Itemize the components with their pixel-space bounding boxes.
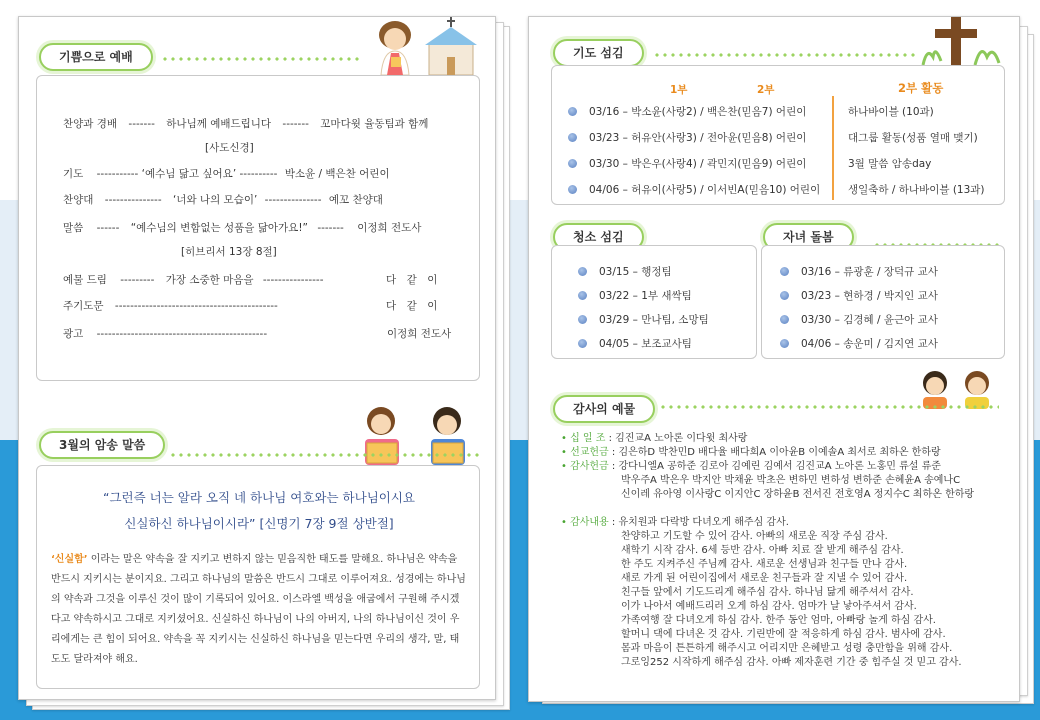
worship-item-content: 가장 소중한 마음을 — [165, 274, 254, 286]
header-dotline — [653, 51, 915, 59]
worship-dash: ---------------- — [262, 274, 324, 286]
worship-header: 기쁨으로 예배 — [39, 43, 153, 71]
bullet-icon — [578, 291, 587, 300]
memory-verse-box — [36, 465, 480, 689]
prayer-date: 03/30 — [589, 158, 620, 170]
prayer-activity: 3월 말씀 암송day — [848, 158, 932, 170]
infant-teachers: – 송운미 / 김지연 교사 — [834, 338, 938, 350]
bullet-icon — [780, 339, 789, 348]
verse-highlight: ‘신실함’ — [51, 554, 88, 565]
header-dotline — [169, 451, 479, 459]
infant-row — [780, 264, 938, 279]
mission-row — [561, 447, 941, 459]
thanks-content-line: 할머니 댁에 다녀온 것 감사. 기린반에 잘 적응하게 하심 감사. 범사에 감사. — [621, 629, 946, 640]
cleaning-header: 청소 섬김 — [553, 223, 644, 251]
worship-item-leader: 박소윤 / 백은찬 어린이 — [284, 168, 390, 180]
infant-date: 04/06 — [801, 338, 832, 350]
infant-row — [780, 336, 938, 351]
prayer-row — [568, 156, 806, 171]
worship-dash: ----------- — [96, 168, 139, 180]
thanks-content-line: 가족여행 잘 다녀오게 하심 감사. 한주 동안 엄마, 아빠랑 놀게 하심 감사. — [621, 615, 936, 626]
thanks-content-line: 그로잉252 시작하게 해주심 감사. 아빠 제자훈련 기간 중 힘주실 것 믿고 감사. — [621, 657, 962, 668]
tithe-row — [561, 433, 747, 445]
prayer-divider — [832, 96, 834, 200]
memory-verse-header: 3월의 암송 말씀 — [39, 431, 165, 459]
prayer-row — [568, 104, 806, 119]
worship-extra: [히브리서 13장 8절] — [181, 246, 277, 258]
cleaning-team: – 행정팀 — [632, 266, 672, 278]
tithe-label: • 십 일 조 — [561, 433, 606, 444]
infant-teachers: – 현하경 / 박지인 교사 — [834, 290, 938, 302]
worship-row — [63, 272, 324, 287]
worship-row — [63, 298, 278, 313]
bullet-icon — [568, 185, 577, 194]
prayer-text: – 박소윤(사랑2) / 백은찬(믿음7) 어린이 — [622, 106, 807, 118]
thanks-row — [561, 461, 941, 473]
infant-date: 03/16 — [801, 266, 832, 278]
prayer-text: – 박은우(사랑4) / 곽민지(믿음9) 어린이 — [622, 158, 807, 170]
prayer-row — [568, 182, 820, 197]
bullet-icon — [578, 339, 587, 348]
worship-item-name: 광고 — [63, 328, 84, 340]
thanks-names-1: : 강다니엘A 공하준 김로아 김예린 김예서 김진교A 노아론 노홍민 류설 류준 — [611, 461, 941, 472]
worship-item-content: ‘예수님 닮고 싶어요’ — [141, 168, 237, 180]
worship-dash: ------- — [282, 118, 309, 130]
thanks-content-line: 새학기 시작 감사. 6세 등반 감사. 아빠 치료 잘 받게 해주심 감사. — [621, 545, 904, 556]
worship-row — [63, 116, 428, 131]
cleaning-box — [551, 245, 757, 359]
worship-dash: --------------- — [104, 194, 162, 206]
worship-dash: ------- — [128, 118, 155, 130]
prayer-activity: 생일축하 / 하나바이블 (13과) — [848, 184, 985, 196]
prayer-text: – 허유안(사랑3) / 전아윤(믿음8) 어린이 — [622, 132, 807, 144]
cleaning-date: 04/05 — [599, 338, 630, 350]
worship-item-name: 찬양과 경배 — [63, 118, 118, 130]
worship-item-content: 하나님께 예배드립니다 — [166, 118, 272, 130]
infant-date: 03/30 — [801, 314, 832, 326]
cleaning-team: – 만나팀, 소망팀 — [632, 314, 709, 326]
worship-dash: --------- — [120, 274, 155, 286]
prayer-activity: 대그룹 활동(성품 열매 맺기) — [848, 132, 978, 144]
worship-item-leader: 다 같 이 — [386, 300, 438, 312]
worship-order-box — [36, 75, 480, 381]
prayer-date: 03/16 — [589, 106, 620, 118]
bullet-icon — [568, 133, 577, 142]
cleaning-row — [578, 312, 709, 327]
thanks-names-3: 신이레 유아영 이사랑C 이지안C 장하윤B 전서진 전호영A 정지수C 최하온 한하랑 — [621, 489, 975, 500]
thanks-content-line: 새로 가게 된 어린이집에서 새로운 친구들과 잘 지낼 수 있어 감사. — [621, 573, 908, 584]
worship-dash: ------- — [317, 222, 344, 234]
infant-row — [780, 312, 938, 327]
jesus-church-icon — [363, 17, 493, 75]
thanks-content-line: 이가 나아서 예배드리러 오게 하심 감사. 엄마가 날 낳아주셔서 감사. — [621, 601, 917, 612]
verse-line-2: 신실하신 하나님이시라” [신명기 7장 9절 상반절] — [124, 516, 394, 531]
thanks-content-row — [561, 517, 789, 529]
worship-dash: ------------------------------------------- — [114, 300, 278, 312]
offering-header: 감사의 예물 — [553, 395, 655, 423]
cleaning-date: 03/29 — [599, 314, 630, 326]
worship-dash: ---------- — [239, 168, 278, 180]
cross-icon — [915, 17, 1009, 65]
infant-teachers: – 류광훈 / 장덕규 교사 — [834, 266, 938, 278]
cleaning-row — [578, 336, 692, 351]
cleaning-date: 03/15 — [599, 266, 630, 278]
bullet-icon — [780, 315, 789, 324]
worship-item-name: 말씀 — [63, 222, 84, 234]
mission-names: : 김은하D 박찬민D 배다율 배다희A 이아윤B 이예솔A 최서로 최하온 한하랑 — [611, 447, 941, 458]
tithe-names: : 김진교A 노아론 이다윗 최사랑 — [608, 433, 748, 444]
thanks-names-2: 박우주A 박은우 박지안 박채윤 박초은 변하민 변하성 변하준 손혜윤A 송예나C — [621, 475, 961, 486]
bullet-icon — [568, 107, 577, 116]
worship-item-name: 찬양대 — [63, 194, 94, 206]
thanks-label: • 감사헌금 — [561, 461, 609, 472]
prayer-activity: 하나바이블 (10과) — [848, 106, 934, 118]
worship-item-content: ‘너와 나의 모습이’ — [172, 194, 258, 206]
worship-item-leader: 꼬마다윗 율동팀과 함께 — [320, 118, 429, 130]
worship-row — [63, 166, 390, 181]
worship-item-leader: 이정희 전도사 — [387, 328, 452, 340]
worship-item-content: “예수님의 변함없는 성품을 닮아가요!” — [130, 222, 308, 234]
infant-date: 03/23 — [801, 290, 832, 302]
header-dotline — [161, 55, 361, 63]
worship-row — [63, 220, 421, 235]
worship-item-leader: 이정희 전도사 — [357, 222, 422, 234]
worship-item-leader: 예꼬 찬양대 — [328, 194, 383, 206]
prayer-date: 03/23 — [589, 132, 620, 144]
thanks-content-line: 친구들 앞에서 기도드리게 해주심 감사. 하나님 닮게 해주셔서 감사. — [621, 587, 914, 598]
worship-item-leader: 다 같 이 — [386, 274, 438, 286]
infant-care-header: 자녀 돌봄 — [763, 223, 854, 251]
worship-item-name: 주기도문 — [63, 300, 104, 312]
cleaning-row — [578, 264, 672, 279]
thanks-content-label: • 감사내용 — [561, 517, 609, 528]
verse-paragraph: 이라는 말은 약속을 잘 지키고 변하지 않는 믿음직한 태도를 말해요. 하나님은 약속을 반드시 지키시는 분이지요. 그리고 하나님의 말씀은 반드시 그대로 이루어져요. 성경에는 하나님의 약속과 그것을 이루신 것이 많이 기록되어 있어요. 이스라엘 백성을 애굽에서 구원해 주시겠다고 약속하시고 그대로 지키셨어요. 신실하신 하나님이 나의 아버지, 나의 하나님이신 것이 우리에게는 큰 힘이 되어요. 약속을 꼭 지키시는 신실하신 하나님을 믿는다면 우리의 생각, 말, 태도도 달라져야 해요. — [51, 554, 466, 665]
prayer-col-1: 1부 — [670, 84, 688, 96]
prayer-date: 04/06 — [589, 184, 620, 196]
prayer-header: 기도 섬김 — [553, 39, 644, 67]
cleaning-row — [578, 288, 692, 303]
infant-care-box — [761, 245, 1005, 359]
cleaning-date: 03/22 — [599, 290, 630, 302]
right-page — [528, 16, 1020, 702]
cleaning-team: – 1부 새싹팀 — [632, 290, 692, 302]
thanks-content-line: : 유치원과 다락방 다녀오게 해주심 감사. — [611, 517, 789, 528]
worship-item-name: 기도 — [63, 168, 84, 180]
thanks-content-line: 몸과 마음이 튼튼하게 해주시고 어리지만 은혜받고 성령 충만함을 위해 감사. — [621, 643, 953, 654]
worship-row — [63, 326, 267, 341]
bullet-icon — [578, 315, 587, 324]
prayer-text: – 허유이(사랑5) / 이서빈A(믿음10) 어린이 — [622, 184, 821, 196]
worship-dash: ------ — [96, 222, 120, 234]
infant-row — [780, 288, 938, 303]
bullet-icon — [780, 267, 789, 276]
worship-extra: [사도신경] — [205, 142, 254, 154]
verse-line-1: “그런즉 너는 알라 오직 네 하나님 여호와는 하나님이시요 — [102, 490, 415, 505]
worship-item-name: 예물 드림 — [63, 274, 107, 286]
verse-explanation — [51, 550, 467, 670]
prayer-col-2: 2부 — [757, 84, 775, 96]
worship-dash: --------------------------------------------- — [96, 328, 268, 340]
worship-dash: --------------- — [264, 194, 322, 206]
left-page — [18, 16, 496, 700]
header-dotline — [659, 403, 999, 411]
infant-teachers: – 김경혜 / 윤근아 교사 — [834, 314, 938, 326]
mission-label: • 선교헌금 — [561, 447, 609, 458]
thanks-content-line: 한 주도 지켜주신 주님께 감사. 새로운 선생님과 친구들 만나 감사. — [621, 559, 908, 570]
bullet-icon — [578, 267, 587, 276]
worship-row — [63, 192, 383, 207]
cleaning-team: – 보조교사팀 — [632, 338, 692, 350]
prayer-col-3: 2부 활동 — [898, 81, 944, 95]
thanks-content-line: 찬양하고 기도할 수 있어 감사. 아빠의 새로운 직장 주심 감사. — [621, 531, 888, 542]
prayer-row — [568, 130, 806, 145]
prayer-box — [551, 65, 1005, 205]
bullet-icon — [568, 159, 577, 168]
bullet-icon — [780, 291, 789, 300]
